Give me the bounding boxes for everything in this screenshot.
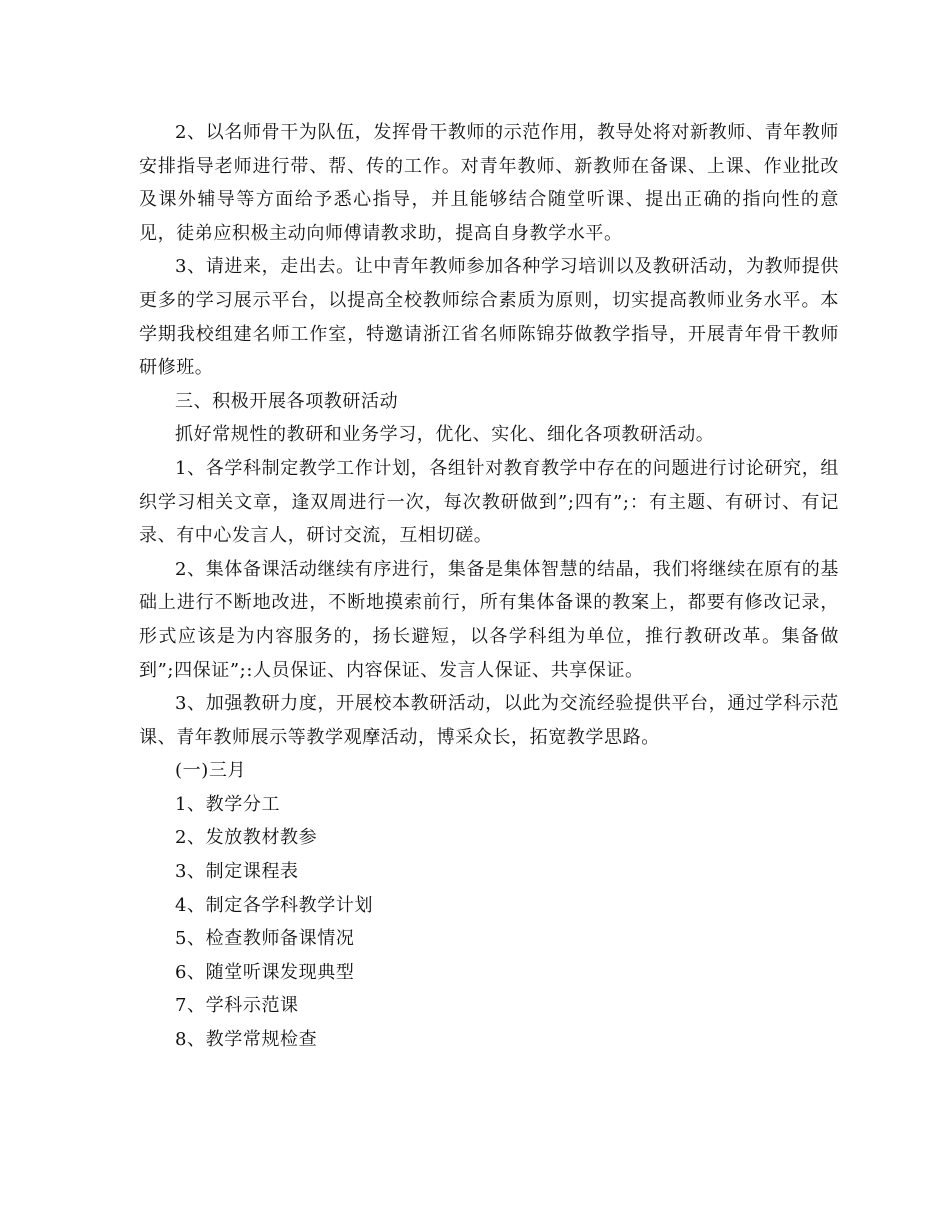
paragraph-school-research: 3、加强教研力度，开展校本教研活动，以此为交流经验提供平台，通过学科示范课、青年教师展示等教学观摩活动，博采众长，拓宽教学思路。 — [139, 693, 839, 748]
paragraph-teaching-plans: 1、各学科制定教学工作计划，各组针对教育教学中存在的问题进行讨论研究，组织学习相关文章，逢双周进行一次，每次教研做到”;四有”;：有主题、有研讨、有记录、有中心发言人，研讨交流，互相切磋。 — [139, 457, 839, 547]
document-body — [139, 116, 839, 1057]
list-item: 5、检查教师备课情况 — [175, 928, 355, 950]
section-heading-research-activities: 三、积极开展各项教研活动 — [175, 390, 399, 412]
paragraph-routine-research: 抓好常规性的教研和业务学习，优化、实化、细化各项教研活动。 — [175, 424, 715, 446]
list-item: 4、制定各学科教学计划 — [175, 894, 374, 916]
list-item: 6、随堂听课发现典型 — [175, 961, 355, 983]
paragraph-collective-prep: 2、集体备课活动继续有序进行，集备是集体智慧的结晶，我们将继续在原有的基础上进行不断地改进，不断地摸索前行，所有集体备课的教案上，都要有修改记录，形式应该是为内容服务的，扬长避短，以各学科组为单位，推行教研改革。集备做到”;四保证”;:人员保证、内容保证、发言人保证、共享保证。 — [139, 558, 839, 681]
list-item: 7、学科示范课 — [175, 995, 299, 1017]
list-item: 1、教学分工 — [175, 793, 281, 815]
list-item: 8、教学常规检查 — [175, 1029, 318, 1051]
list-item: 3、制定课程表 — [175, 861, 299, 883]
paragraph-training: 3、请进来，走出去。让中青年教师参加各种学习培训以及教研活动，为教师提供更多的学习展示平台，以提高全校教师综合素质为原则，切实提高教师业务水平。本学期我校组建名师工作室，特邀请浙江省名师陈锦芬做教学指导，开展青年骨干教师研修班。 — [139, 256, 839, 379]
month-heading: (一)三月 — [175, 760, 247, 782]
paragraph-mentor-teachers: 2、以名师骨干为队伍，发挥骨干教师的示范作用，教导处将对新教师、青年教师安排指导老师进行带、帮、传的工作。对青年教师、新教师在备课、上课、作业批改及课外辅导等方面给予悉心指导，并且能够结合随堂听课、提出正确的指向性的意见，徒弟应积极主动向师傅请教求助，提高自身教学水平。 — [139, 122, 839, 244]
list-item: 2、发放教材教参 — [175, 827, 318, 849]
